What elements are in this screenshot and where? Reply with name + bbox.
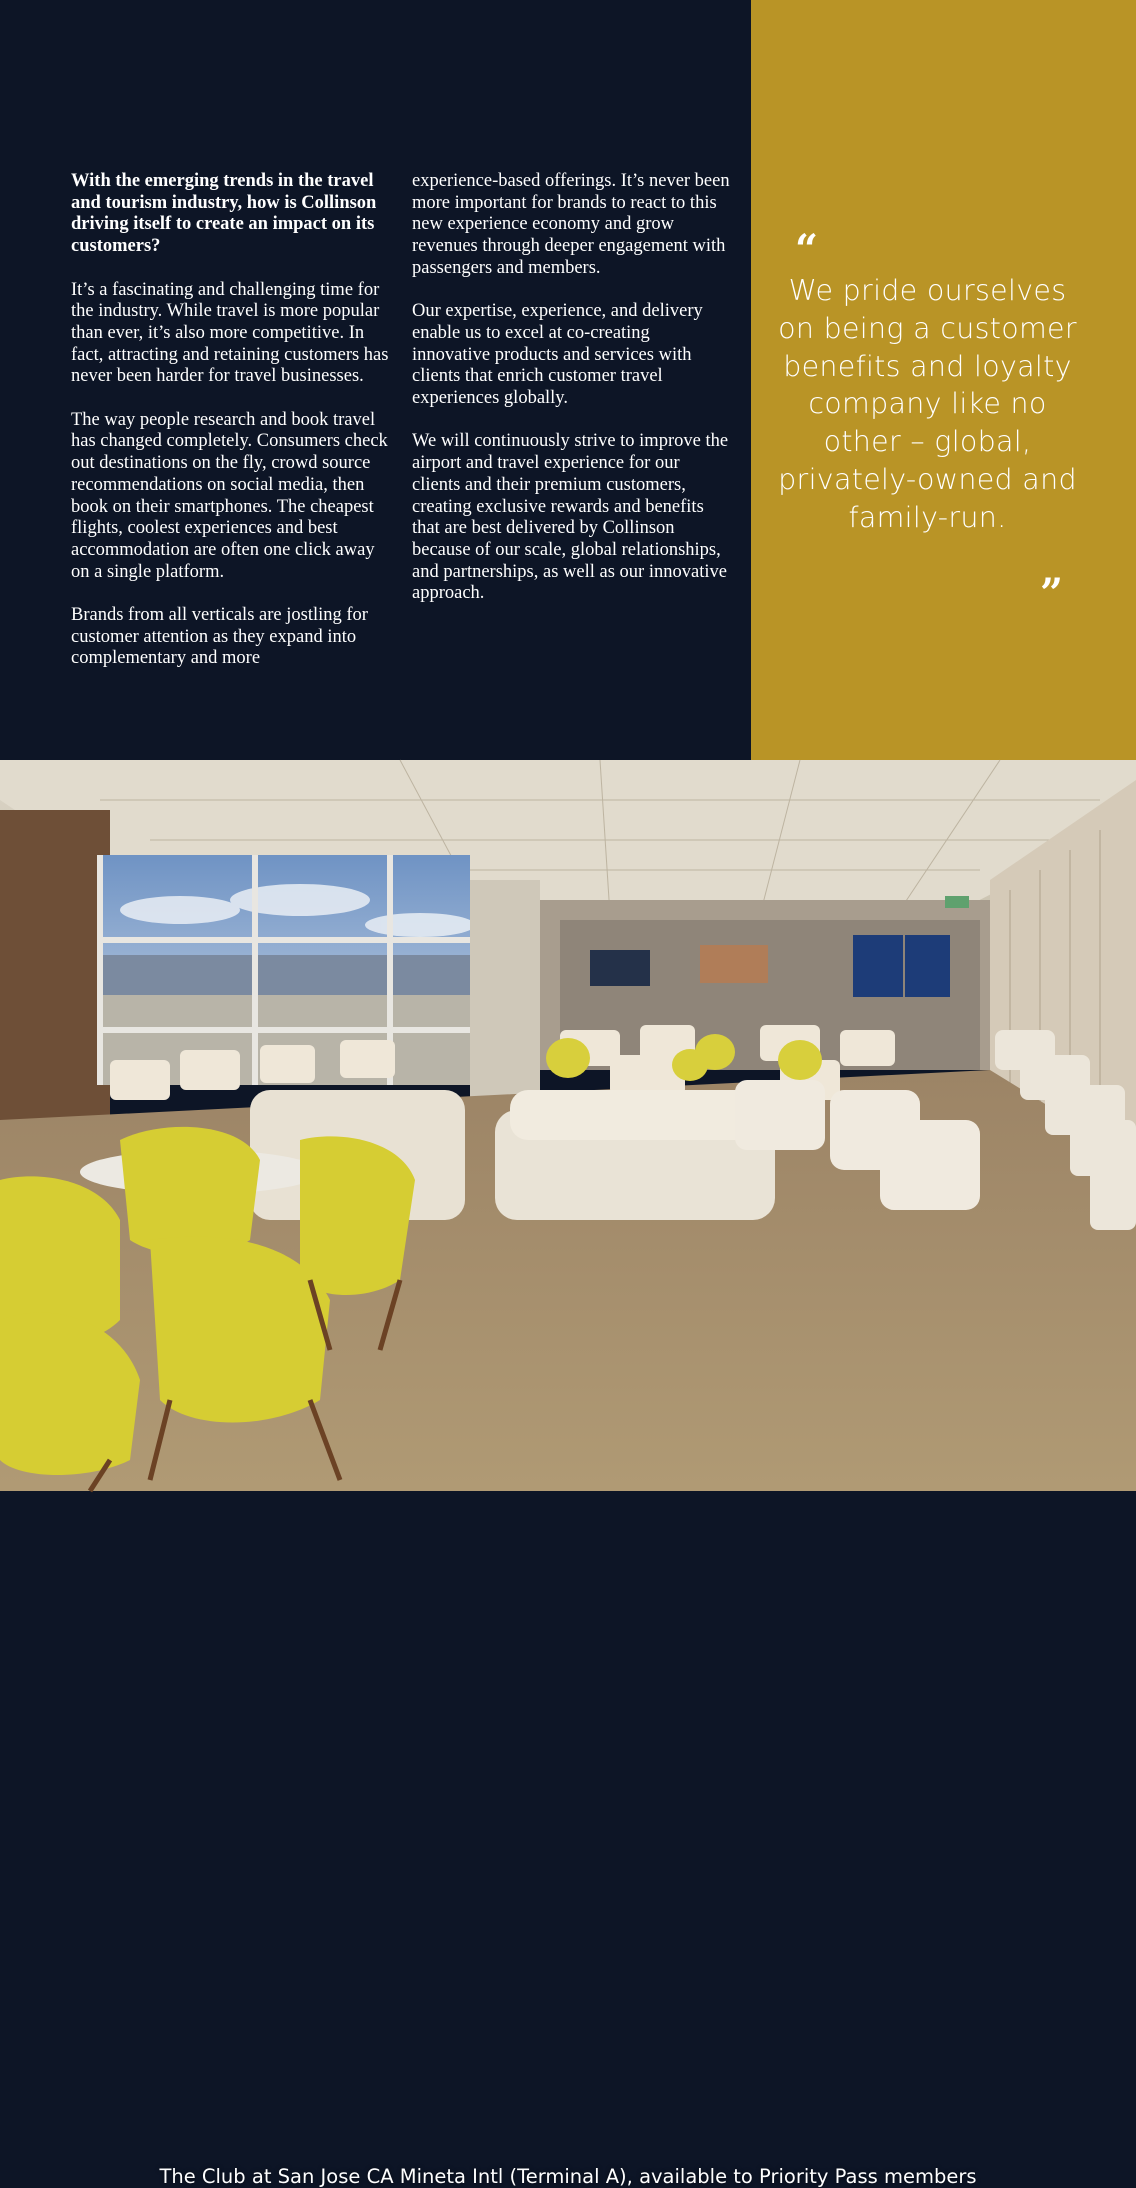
- photo-caption: The Club at San Jose CA Mineta Intl (Terminal A), available to Priority Pass members: [159, 2165, 977, 2188]
- pullquote-text: We pride ourselves on being a customer benefits and loyalty company like no other – global, privately-owned and family-run.: [778, 274, 1077, 534]
- paragraph: We will continuously strive to improve the airport and travel experience for our clients and their premium customers, creating exclusive rewards and benefits that are best delivered by Collinson because of our scale, global relationships, and partnerships, as well as our innovative approach.: [412, 431, 729, 604]
- paragraph: The way people research and book travel has changed completely. Consumers check out destinations on the fly, crowd source recommendations on social media, then book on their smartphones. The cheapest flights, coolest experiences and best accommodation are often one click away on a single platform.: [71, 409, 388, 582]
- lounge-photo: [0, 760, 1136, 2188]
- paragraph: It’s a fascinating and challenging time for the industry. While travel is more popular than ever, it’s also more competitive. In fact, attracting and retaining customers has never been harder for travel businesses.: [71, 279, 389, 387]
- article-column-2: [412, 171, 730, 627]
- paragraph: Brands from all verticals are jostling for customer attention as they expand into complementary and more: [71, 605, 368, 669]
- article-column-1: [71, 171, 391, 692]
- interview-question: With the emerging trends in the travel and tourism industry, how is Collinson driving itself to create an impact on its customers?: [71, 171, 377, 257]
- open-quote-icon: “: [795, 226, 819, 273]
- close-quote-icon: ”: [1040, 570, 1064, 617]
- paragraph: experience-based offerings. It’s never been more important for brands to react to this new experience economy and grow revenues through deeper engagement with passengers and members.: [412, 171, 730, 278]
- lounge-illustration: [0, 760, 1136, 1491]
- paragraph: Our expertise, experience, and delivery enable us to excel at co-creating innovative products and services with clients that enrich customer travel experiences globally.: [412, 301, 703, 409]
